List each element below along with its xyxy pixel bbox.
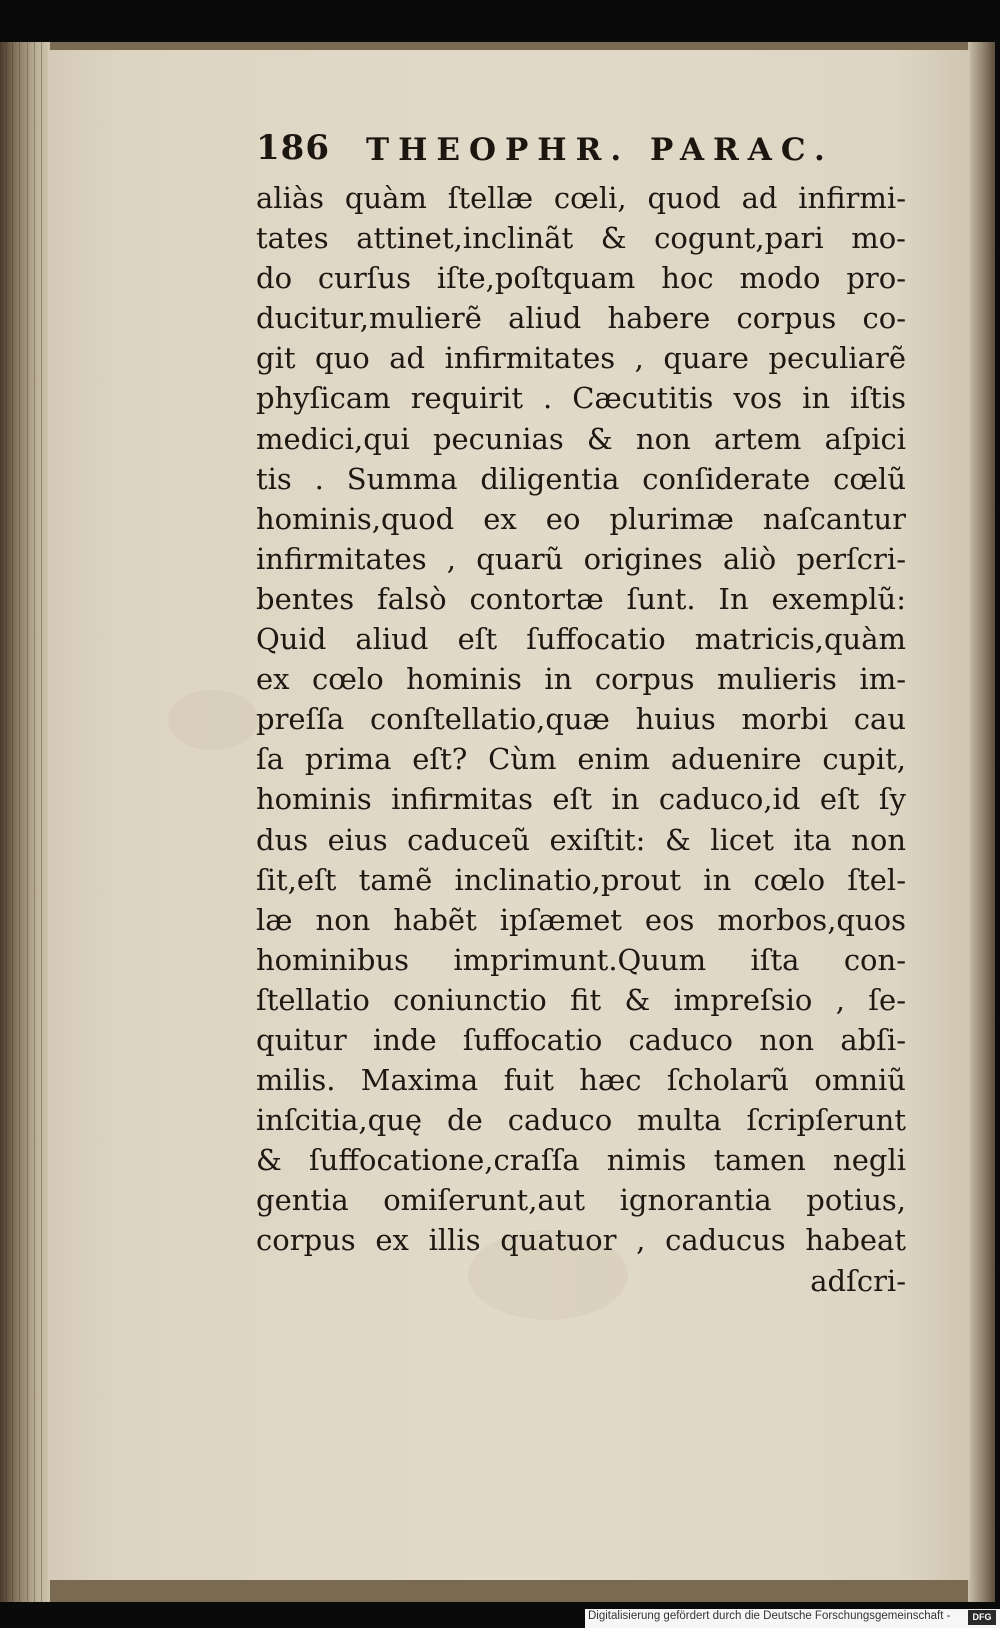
text-line: milis. Maxima fuit hæc ſcholarũ omniũ [256,1063,906,1098]
text-line: aliàs quàm ſtellæ cœli, quod ad infirmi- [256,181,906,215]
text-line: gentia omiſerunt,aut ignorantia potius, [256,1183,906,1218]
text-line: Quid aliud eſt ſuffocatio matricis,quàm [256,622,906,657]
page-edges-left [0,42,50,1602]
text-line: bentes falsò contortæ ſunt. In exemplũ: [256,581,906,616]
text-line: tates attinet,inclinãt & cogunt,pari mo- [256,221,906,256]
text-line: phyſicam requirit . Cæcutitis vos in iſtis [256,381,906,416]
text-line: hominis,quod ex eo plurimæ naſcantur [256,501,906,536]
funding-credit: Digitalisierung gefördert durch die Deutsche Forschungsgemeinschaft - [588,1610,951,1622]
text-line: inſcitia,quę de caduco multa ſcripſerunt [256,1103,906,1138]
text-line: do curſus iſte,poſtquam hoc modo pro- [256,261,906,296]
text-line: corpus ex illis quatuor , caducus habeat [256,1223,906,1258]
text-line: ſtellatio coniunctio fit & impreſsio , ſe- [256,982,906,1017]
text-line: & ſuffocatione,craſſa nimis tamen negli [256,1143,906,1178]
text-line: tis . Summa diligentia conſiderate cœlũ [256,461,906,496]
text-line: medici,qui pecunias & non artem aſpici [256,421,906,456]
text-line: hominis infirmitas eſt in caduco,id eſt ſy [256,782,906,817]
body-text [256,178,906,1301]
page-edge-right [968,42,995,1602]
text-line: quitur inde ſuffocatio caduco non abſi- [256,1022,906,1057]
text-line: ducitur,mulierẽ aliud habere corpus co- [256,301,906,336]
catchword: adſcri- [810,1263,906,1298]
text-line: git quo ad infirmitates , quare peculiarẽ [256,341,906,376]
text-line: ſa prima eſt? Cùm enim aduenire cupit, [256,742,906,777]
running-title: THEOPHR. PARAC. [366,132,834,168]
text-line: infirmitates , quarũ origines aliò perſcri- [256,541,906,576]
text-line: ex cœlo hominis in corpus mulieris im- [256,662,906,697]
text-line: ſit,eſt tamẽ inclinatio,prout in cœlo ſtel- [256,862,906,897]
paper-stain [168,690,258,750]
text-line: hominibus imprimunt.Quum iſta con- [256,942,906,977]
folio-number: 186 [256,128,330,168]
page-header [256,128,846,174]
text-line: læ non habẽt ipſæmet eos morbos,quos [256,902,906,937]
text-line: dus eius caduceũ exiſtit: & licet ita non [256,822,906,857]
dfg-logo: DFG [968,1610,996,1625]
text-line: preſſa conſtellatio,quæ huius morbi cau [256,702,906,737]
